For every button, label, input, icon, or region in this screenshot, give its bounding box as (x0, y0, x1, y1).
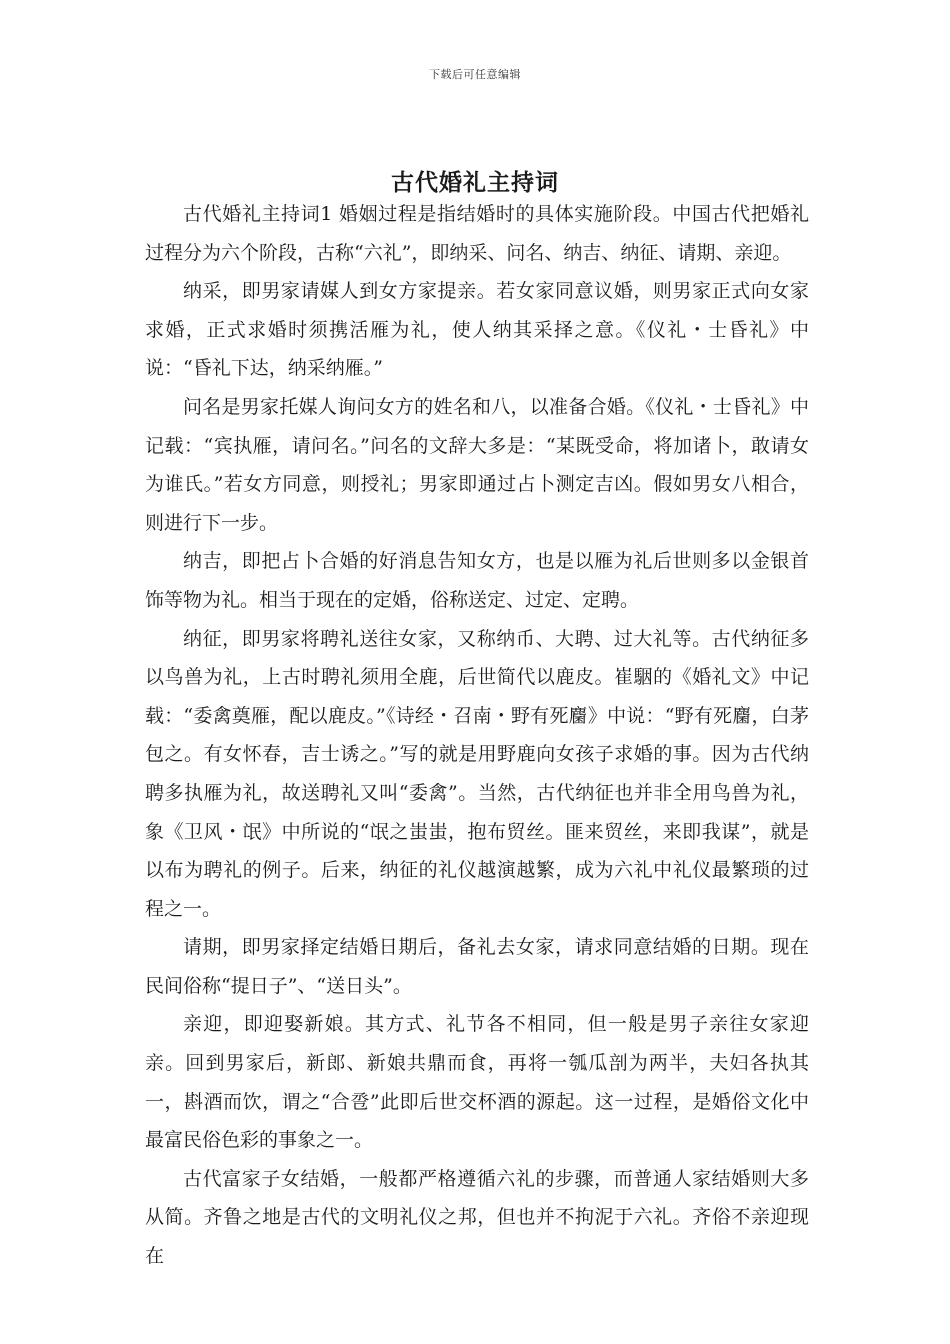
paragraph-nazheng: 纳征，即男家将聘礼送往女家，又称纳币、大聘、过大礼等。古代纳征多以鸟兽为礼，上古时聘礼须用全鹿，后世简代以鹿皮。崔駰的《婚礼文》中记载：“委禽奠雁，配以鹿皮。”《诗经・召南・野有死麕》中说：“野有死麕，白茅包之。有女怀春，吉士诱之。”写的就是用野鹿向女孩子求婚的事。因为古代纳聘多执雁为礼，故送聘礼又叫“委禽”。当然，古代纳征也并非全用鸟兽为礼，象《卫风・氓》中所说的“氓之蚩蚩，抱布贸丝。匪来贸丝，来即我谋”，就是以布为聘礼的例子。后来，纳征的礼仪越演越繁，成为六礼中礼仪最繁琐的过程之一。 (145, 627, 809, 920)
header-note: 下载后可任意编辑 (429, 68, 521, 81)
document-body (145, 195, 809, 1276)
paragraph-qinying: 亲迎，即迎娶新娘。其方式、礼节各不相同，但一般是男子亲往女家迎亲。回到男家后，新郎、新娘共鼎而食，再将一瓠瓜剖为两半，夫妇各执其一，斟酒而饮，谓之“合卺”此即后世交杯酒的源起。这一过程，是婚俗文化中最富民俗色彩的事象之一。 (145, 1013, 809, 1152)
paragraph-closing: 古代富家子女结婚，一般都严格遵循六礼的步骤，而普通人家结婚则大多从简。齐鲁之地是古代的文明礼仪之邦，但也并不拘泥于六礼。齐俗不亲迎现在 (145, 1167, 809, 1268)
paragraph-wenming: 问名是男家托媒人询问女方的姓名和八，以准备合婚。《仪礼・士昏礼》中记载：“宾执雁，请问名。”问名的文辞大多是：“某既受命，将加诸卜，敢请女为谁氏。”若女方同意，则授礼；男家即通过占卜测定吉凶。假如男女八相合，则进行下一步。 (145, 395, 809, 534)
paragraph-naji: 纳吉，即把占卜合婚的好消息告知女方，也是以雁为礼后世则多以金银首饰等物为礼。相当于现在的定婚，俗称送定、过定、定聘。 (145, 550, 809, 611)
document-title: 古代婚礼主持词 (391, 169, 559, 197)
paragraph-qingqi: 请期，即男家择定结婚日期后，备礼去女家，请求同意结婚的日期。现在民间俗称“提日子”、“送日头”。 (145, 936, 809, 997)
paragraph-intro: 古代婚礼主持词1 婚姻过程是指结婚时的具体实施阶段。中国古代把婚礼过程分为六个阶段，古称“六礼”，即纳采、问名、纳吉、纳征、请期、亲迎。 (145, 203, 809, 264)
paragraph-nacai: 纳采，即男家请媒人到女方家提亲。若女家同意议婚，则男家正式向女家求婚，正式求婚时须携活雁为礼，使人纳其采择之意。《仪礼・士昏礼》中说：“昏礼下达，纳采纳雁。” (145, 280, 809, 380)
